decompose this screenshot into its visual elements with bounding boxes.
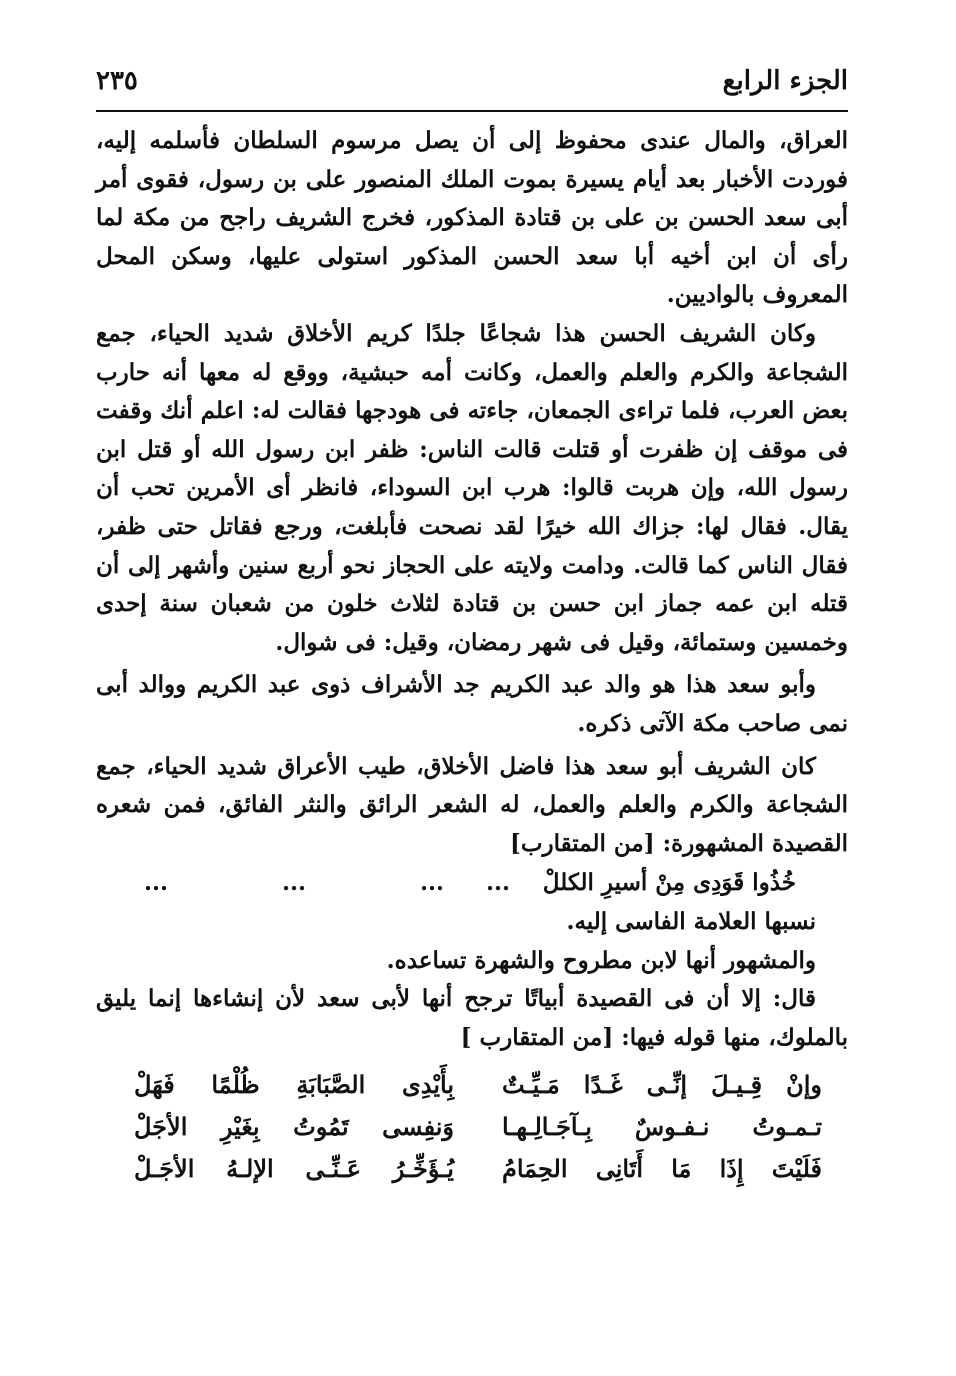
verse-hemistich: خُذُوا قَوَدِى مِنْ أسيرِ الكللْ [542,869,796,897]
page-body [96,122,848,1190]
poem-verse [96,1064,848,1106]
verse-line [96,863,848,903]
poem-hemistich: وإنْ قِـيـلَ إنِّـى غَـدًا مَـيِّـتٌ [502,1069,822,1099]
paragraph: وكان الشريف الحسن هذا شجاعًا جلدًا كريم الأخلاق شديد الحياء، جمع الشجاعة والكرم والعلم والعمل، وكانت أمه حبشية، ووقع له معها أنه حارب بعض العرب، فلما تراءى الجمعان، جاءته فى هودجها فقالت له: اعلم أنك وقفت فى موقف إن ظفرت أو قتلت قالت الناس: ظفر ابن رسول الله أو قتل ابن رسول الله، وإن هربت قالوا: هرب ابن السوداء، فانظر أى الأمرين تحب أن يقال. فقال لها: جزاك الله خيرًا لقد نصحت فأبلغت، ورجع فقاتل حتى ظفر، فقال الناس كما قالت. ودامت ولايته على الحجاز نحو أربع سنين وأشهر إلى أن قتله ابن عمه جماز ابن حسن بن قتادة لثلاث خلون من شعبان سنة إحدى وخمسين وستمائة، وقيل فى شهر رمضان، وقيل: فى شوال. [96,319,848,656]
poem-hemistich: وَنفِسى تَمُوتُ بِغَيْرِ الأجَلْ [134,1111,454,1141]
ellipsis: ... [486,869,511,897]
note-paragraph: قال: إلا أن فى القصيدة أبياتًا ترجح أنها لأبى سعد لأن إنشاءها إنما يليق بالملوك، منها قوله فيها: [من المتقارب ] [96,985,848,1052]
poem-verse [96,1106,848,1148]
poem-verse [96,1148,848,1190]
paragraph: كان الشريف أبو سعد هذا فاضل الأخلاق، طيب الأعراق شديد الحياء، جمع الشجاعة والكرم والعلم والعمل، له الشعر الرائق والنثر الفائق، فمن شعره القصيدة المشهورة: [من المتقارب] [96,752,848,857]
poem-hemistich: فَلَيْتَ إِذَا مَا أَتَانِى الحِمَامُ [502,1153,822,1183]
poem-hemistich: تـمـوتُ نـفـوسٌ بِـآجَـالِـهـا [502,1111,822,1141]
poem-hemistich: بِأَيْدِى الصَّبَابَةِ ظُلْمًا فَهَلْ [134,1069,454,1099]
paragraph: العراق، والمال عندى محفوظ إلى أن يصل مرسوم السلطان فأسلمه إليه، فوردت الأخبار بعد أيام يسيرة بموت الملك المنصور على بن رسول، فقوى أمر أبى سعد الحسن بن على بن قتادة المذكور، فخرج الشريف راجح من مكة لما رأى أن ابن أخيه أبا سعد الحسن المذكور استولى عليها، وسكن المحل المعروف بالواديين. [96,127,848,309]
note-line: نسبها العلامة الفاسى إليه. [566,908,816,936]
page-header [96,64,848,112]
ellipsis: ... [281,869,307,897]
paragraph: وأبو سعد هذا هو والد عبد الكريم جد الأشراف ذوى عبد الكريم ووالد أبى نمى صاحب مكة الآتى ذكره. [96,671,848,737]
running-title: الجزء الرابع [722,66,848,96]
ellipsis: ... [144,869,169,897]
poem-hemistich: يُـؤَخِّـرُ عَـنِّـى الإلـهُ الأجَـلْ [134,1153,454,1183]
book-page [96,64,848,1324]
ellipsis: ... [419,869,444,897]
note-line: والمشهور أنها لابن مطروح والشهرة تساعده. [386,946,816,974]
poem [96,1064,848,1190]
page-number: ٢٣٥ [96,66,138,96]
